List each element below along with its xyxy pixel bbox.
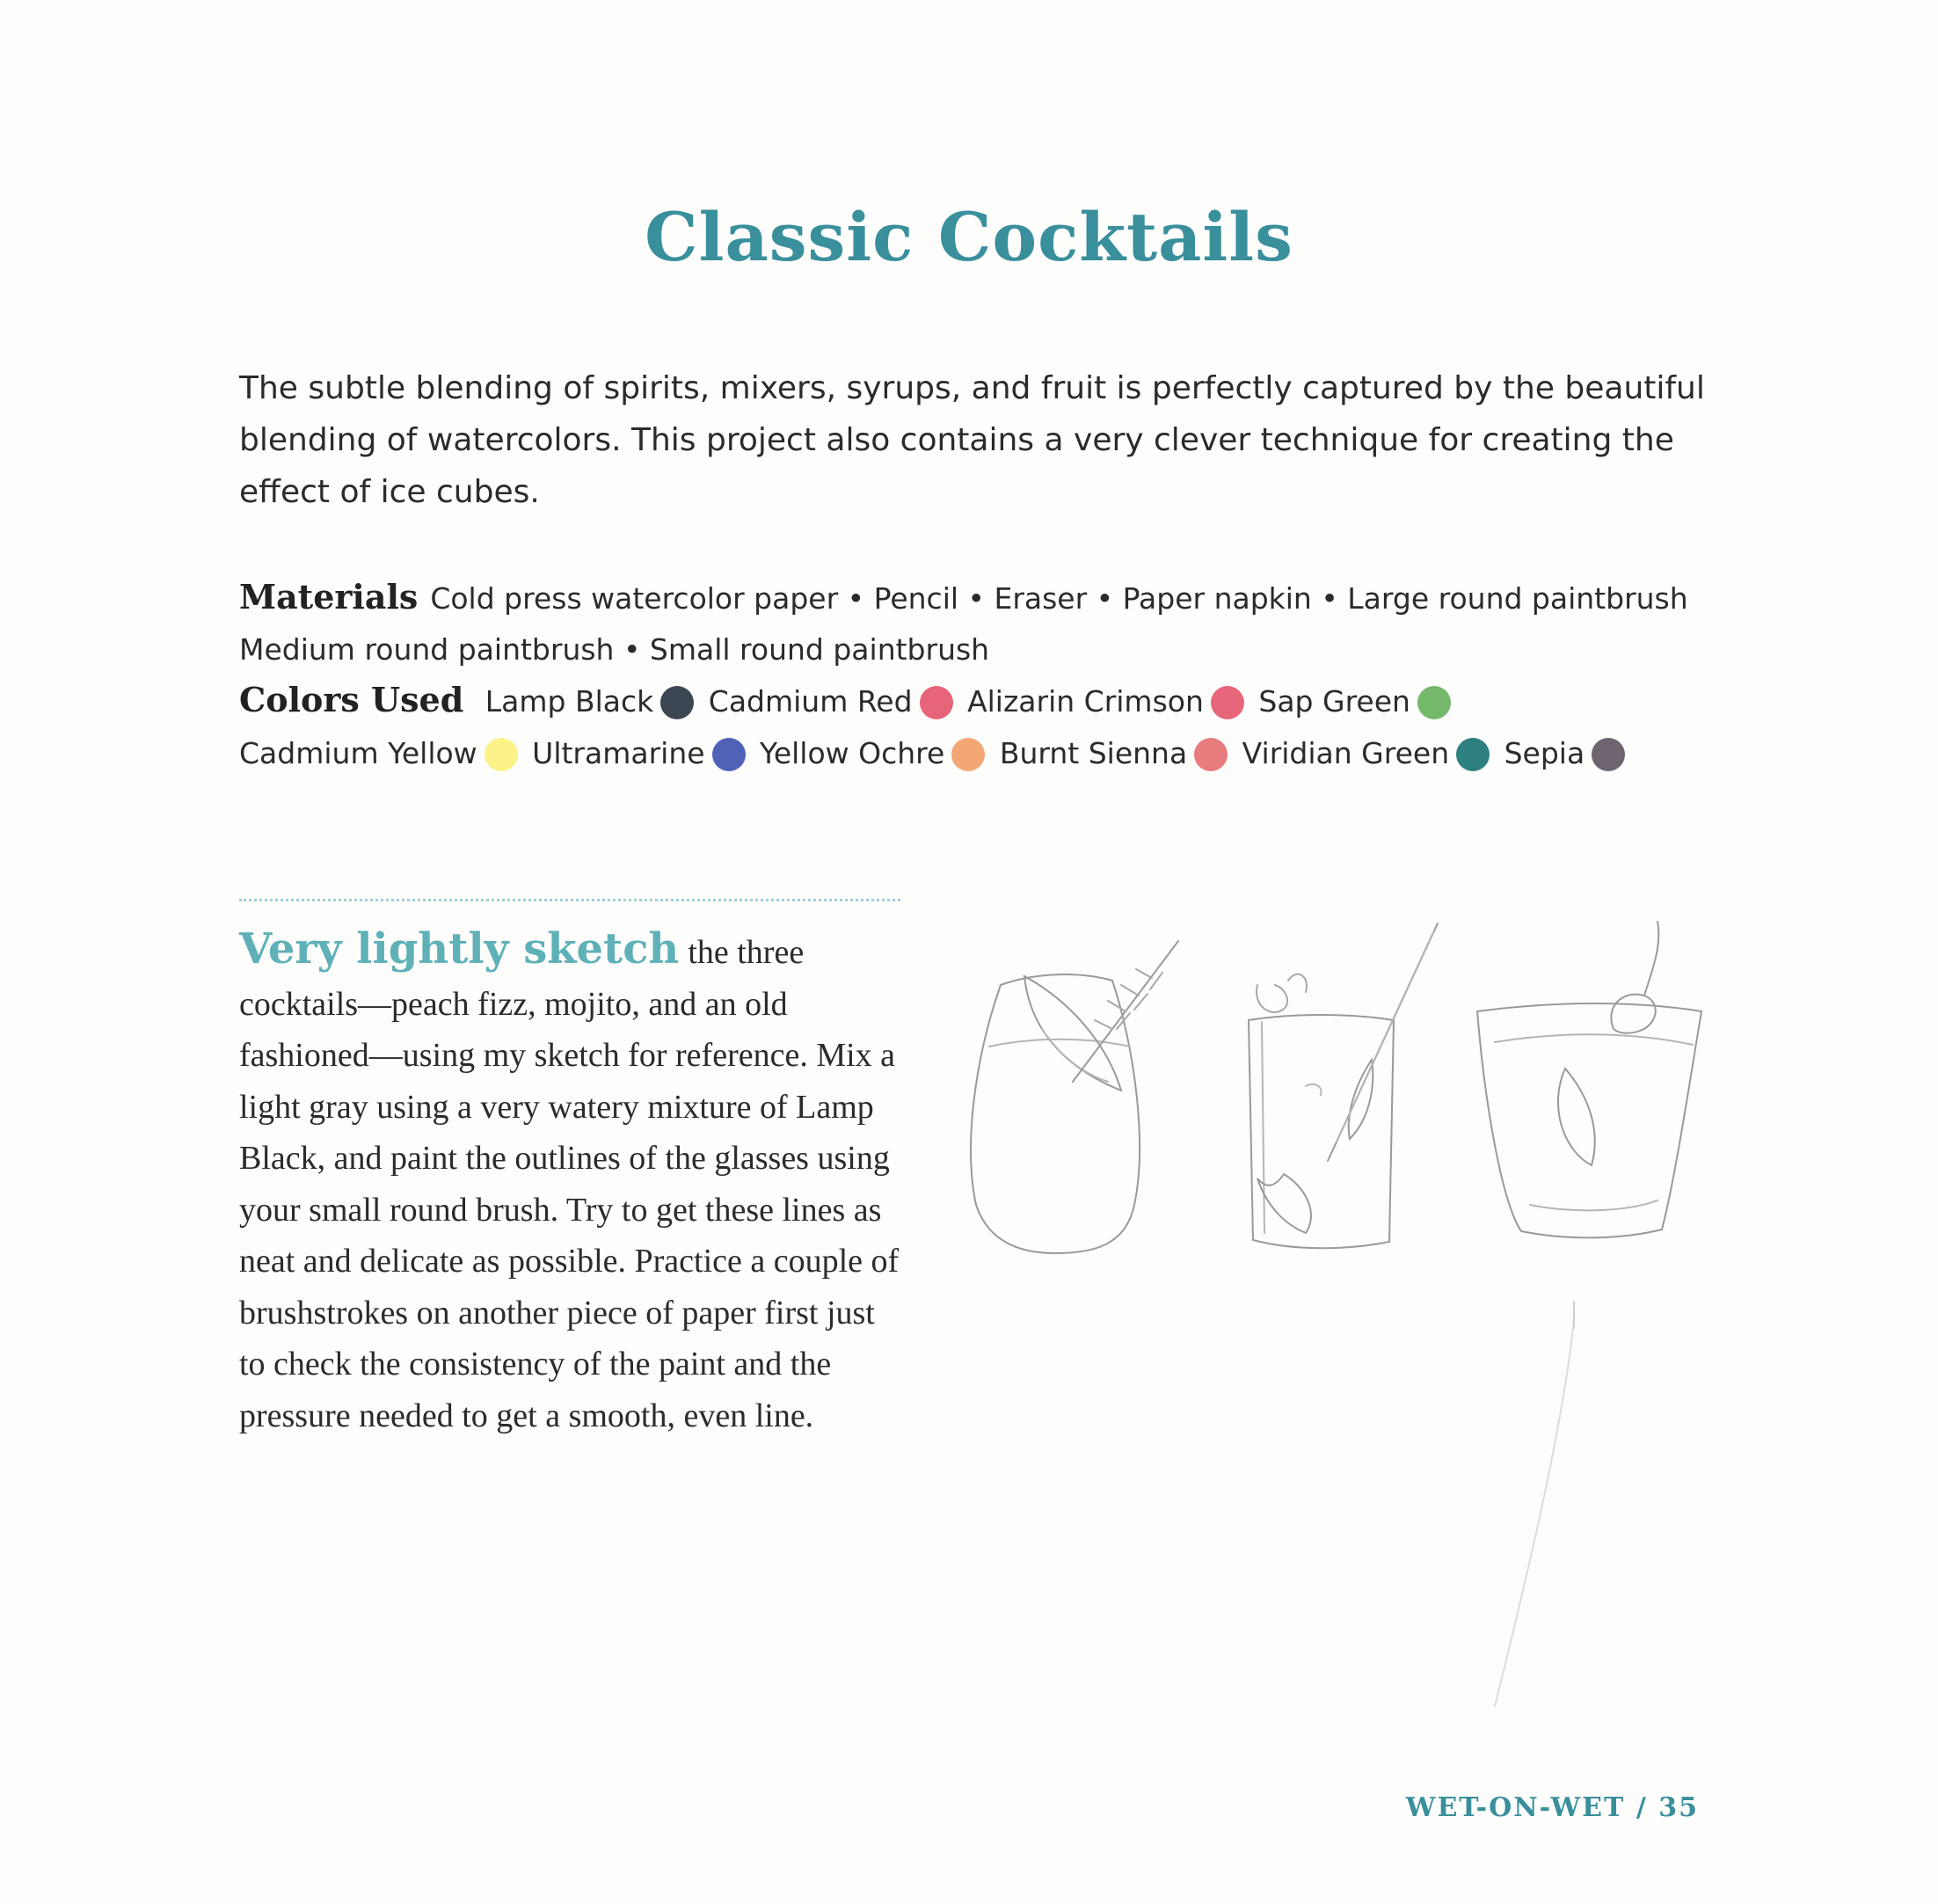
color-swatch bbox=[484, 738, 518, 771]
page-number: 35 bbox=[1658, 1792, 1699, 1823]
color-name: Cadmium Red bbox=[708, 684, 913, 719]
color-item bbox=[1504, 727, 1626, 779]
color-item bbox=[239, 727, 518, 779]
color-name: Burnt Sienna bbox=[999, 736, 1188, 770]
instructions-paragraph bbox=[239, 923, 907, 1441]
color-name: Ultramarine bbox=[532, 736, 705, 770]
materials-line bbox=[239, 572, 1787, 675]
color-item bbox=[1258, 675, 1451, 727]
color-item bbox=[760, 727, 985, 779]
page-footer bbox=[1406, 1792, 1699, 1823]
instructions-lead: Very lightly sketch bbox=[239, 924, 680, 974]
color-swatch bbox=[1456, 738, 1490, 771]
colors-used-label: Colors Used bbox=[239, 680, 464, 719]
color-name: Yellow Ochre bbox=[760, 736, 945, 770]
instructions-body: the three cocktails—peach fizz, mojito, and an old fashioned—using my sketch for reference. Mix a light gray using a very watery mixture of Lamp Black, and paint the outlines of the glasses using your small round brush. Try to get these lines as neat and delicate as possible. Practice a couple of brushstrokes on another piece of paper first just to check the consistency of the paint and the pressure needed to get a smooth, even line. bbox=[239, 934, 900, 1434]
cocktail-glasses-sketch-icon bbox=[958, 915, 1732, 1900]
color-swatch bbox=[1211, 686, 1244, 719]
color-name: Sap Green bbox=[1258, 684, 1410, 719]
color-item bbox=[1000, 727, 1228, 779]
footer-section: WET-ON-WET bbox=[1405, 1792, 1626, 1823]
color-swatch bbox=[660, 686, 694, 719]
color-name: Sepia bbox=[1504, 736, 1585, 770]
color-name: Viridian Green bbox=[1242, 736, 1450, 770]
color-swatch bbox=[1592, 738, 1625, 771]
color-item bbox=[1242, 727, 1490, 779]
intro-paragraph: The subtle blending of spirits, mixers, syrups, and fruit is perfectly captured by the beautiful blending of watercolors. This project also contains a very clever technique for creating the effect of ice cubes. bbox=[239, 370, 1705, 510]
materials-text: Cold press watercolor paper • Pencil • Eraser • Paper napkin • Large round paintbrush Medium round paintbrush • Small round paintbrush bbox=[239, 581, 1688, 667]
color-swatch bbox=[1417, 686, 1451, 719]
color-item bbox=[485, 675, 694, 727]
colors-used-line bbox=[239, 674, 1787, 779]
color-name: Alizarin Crimson bbox=[967, 684, 1204, 719]
section-divider bbox=[239, 899, 900, 901]
color-name: Cadmium Yellow bbox=[239, 736, 477, 770]
color-item bbox=[532, 727, 745, 779]
color-item bbox=[967, 675, 1244, 727]
footer-separator: / bbox=[1636, 1792, 1648, 1823]
page-title: Classic Cocktails bbox=[645, 198, 1293, 276]
color-swatch bbox=[951, 738, 985, 771]
color-swatch bbox=[712, 738, 746, 771]
color-swatch bbox=[920, 686, 953, 719]
materials-label: Materials bbox=[239, 577, 419, 616]
color-name: Lamp Black bbox=[484, 684, 654, 719]
color-swatch bbox=[1194, 738, 1228, 771]
color-item bbox=[709, 675, 953, 727]
